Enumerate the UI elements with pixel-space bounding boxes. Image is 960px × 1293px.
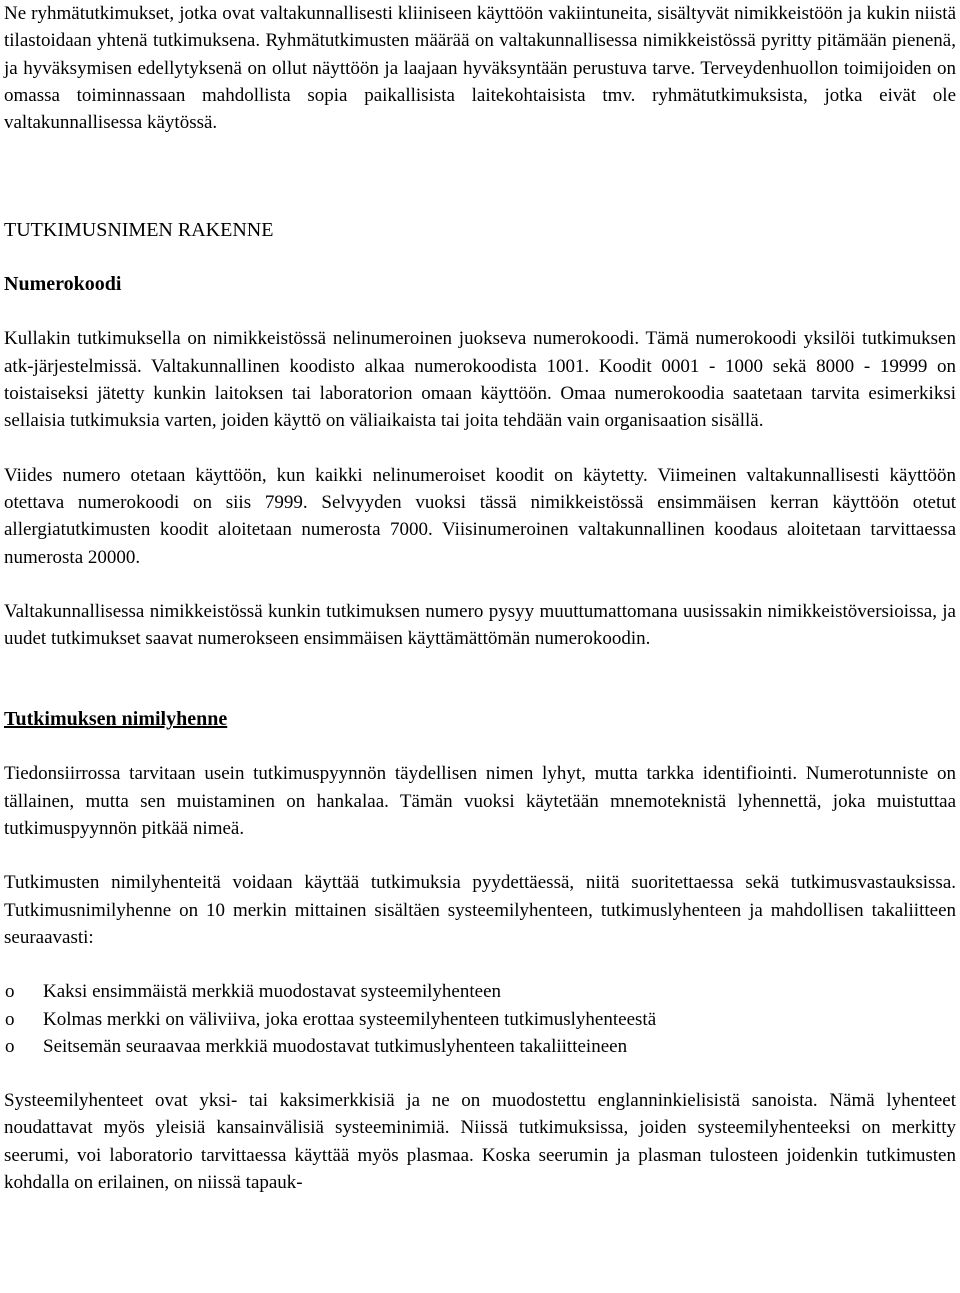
list-item-text: Seitsemän seuraavaa merkkiä muodostavat tutkimuslyhenteen takaliitteineen xyxy=(43,1035,628,1057)
list-item-text: Kaksi ensimmäistä merkkiä muodostavat systeemilyhenteen xyxy=(43,981,502,1003)
spacer xyxy=(4,298,956,325)
spacer xyxy=(4,733,956,760)
bullet-mark: o xyxy=(5,1035,15,1057)
spacer xyxy=(4,136,956,217)
nimilyhenne-paragraph-2: Tutkimusten nimilyhenteitä voidaan käyttää tutkimuksia pyydettäessä, niitä suoritettaessa sekä tutkimusvastauksissa. Tutkimusnimilyhenne on 10 merkin mittainen sisältäen systeemilyhenteen, tutkimuslyhenteen ja mahdollisen takaliitteen seuraavasti: xyxy=(4,872,956,948)
nimilyhenne-paragraph-1: Tiedonsiirrossa tarvitaan usein tutkimuspyynnön täydellisen nimen lyhyt, mutta tarkka identifiointi. Numerotunniste on tällainen, mutta sen muistaminen on hankalaa. Tämän vuoksi käytetään mnemoteknistä lyhennettä, joka muistuttaa tutkimuspyynnön pitkää nimeä. xyxy=(4,763,956,840)
section-heading: TUTKIMUSNIMEN RAKENNE xyxy=(4,219,274,242)
spacer xyxy=(4,571,956,598)
numerokoodi-heading: Numerokoodi xyxy=(4,273,122,296)
spacer xyxy=(4,1060,956,1087)
list-item xyxy=(4,978,956,1005)
list-item-text: Kolmas merkki on väliviiva, joka erottaa systeemilyhenteen tutkimuslyhenteestä xyxy=(43,1008,657,1030)
document-page xyxy=(4,0,956,1196)
bullet-list xyxy=(4,978,956,1060)
spacer xyxy=(4,435,956,462)
spacer xyxy=(4,244,956,271)
numerokoodi-paragraph-2: Viides numero otetaan käyttöön, kun kaikki nelinumeroiset koodit on käytetty. Viimeinen valtakunnallisesti käyttöön otettava numerokoodi on siis 7999. Selvyyden vuoksi tässä nimikkeistössä ensimmäisen kerran käyttöön otetut allergiatutkimusten koodit aloitetaan numerosta 7000. Viisinumeroinen valtakunnallinen koodaus aloitetaan tarvittaessa numerosta 20000. xyxy=(4,464,956,568)
spacer xyxy=(4,842,956,869)
numerokoodi-paragraph-3: Valtakunnallisessa nimikkeistössä kunkin tutkimuksen numero pysyy muuttumattomana uusissakin nimikkeistöversioissa, ja uudet tutkimukset saavat numerokseen ensimmäisen käyttämättömän numerokoodin. xyxy=(4,600,956,650)
nimilyhenne-heading: Tutkimuksen nimilyhenne xyxy=(4,708,228,731)
spacer xyxy=(4,951,956,978)
bullet-mark: o xyxy=(5,1008,15,1030)
list-item xyxy=(4,1006,956,1033)
bullet-mark: o xyxy=(5,981,15,1003)
list-item xyxy=(4,1033,956,1060)
nimilyhenne-closing-paragraph: Systeemilyhenteet ovat yksi- tai kaksimerkkisiä ja ne on muodostettu englanninkielisistä sanoista. Nämä lyhenteet noudattavat myös yleisiä kansainvälisiä systeeminimiä. Niissä tutkimuksissa, joiden systeemilyhenteeksi on merkitty seerumi, voi laboratorio tarvittaessa käyttää myös plasmaa. Koska seerumin ja plasman tulosteen joidenkin tutkimusten kohdalla on erilainen, on niissä tapauk- xyxy=(4,1090,956,1194)
intro-paragraph: Ne ryhmätutkimukset, jotka ovat valtakunnallisesti kliiniseen käyttöön vakiintuneita, sisältyvät nimikkeistöön ja kukin niistä tilastoidaan yhtenä tutkimuksena. Ryhmätutkimusten määrää on valtakunnallisessa nimikkeistössä pyritty pitämään pienenä, ja hyväksymisen edellytyksenä on ollut näyttöön ja laajaan hyväksyntään perustuva tarve. Terveydenhuollon toimijoiden on omassa toiminnassaan mahdollista sopia paikallisista laitekohtaisista tmv. ryhmätutkimuksista, jotka eivät ole valtakunnallisessa käytössä. xyxy=(4,3,956,134)
spacer xyxy=(4,652,956,706)
numerokoodi-paragraph-1: Kullakin tutkimuksella on nimikkeistössä nelinumeroinen juokseva numerokoodi. Tämä numerokoodi yksilöi tutkimuksen atk-järjestelmissä. Valtakunnallinen koodisto alkaa numerokoodista 1001. Koodit 0001 - 1000 sekä 8000 - 19999 on toistaiseksi jätetty kunkin laitoksen tai laboratorion omaan käyttöön. Omaa numerokoodia saatetaan tarvita esimerkiksi sellaisia tutkimuksia varten, joiden käyttö on väliaikaista tai joita tehdään vain organisaation sisällä. xyxy=(4,328,956,432)
